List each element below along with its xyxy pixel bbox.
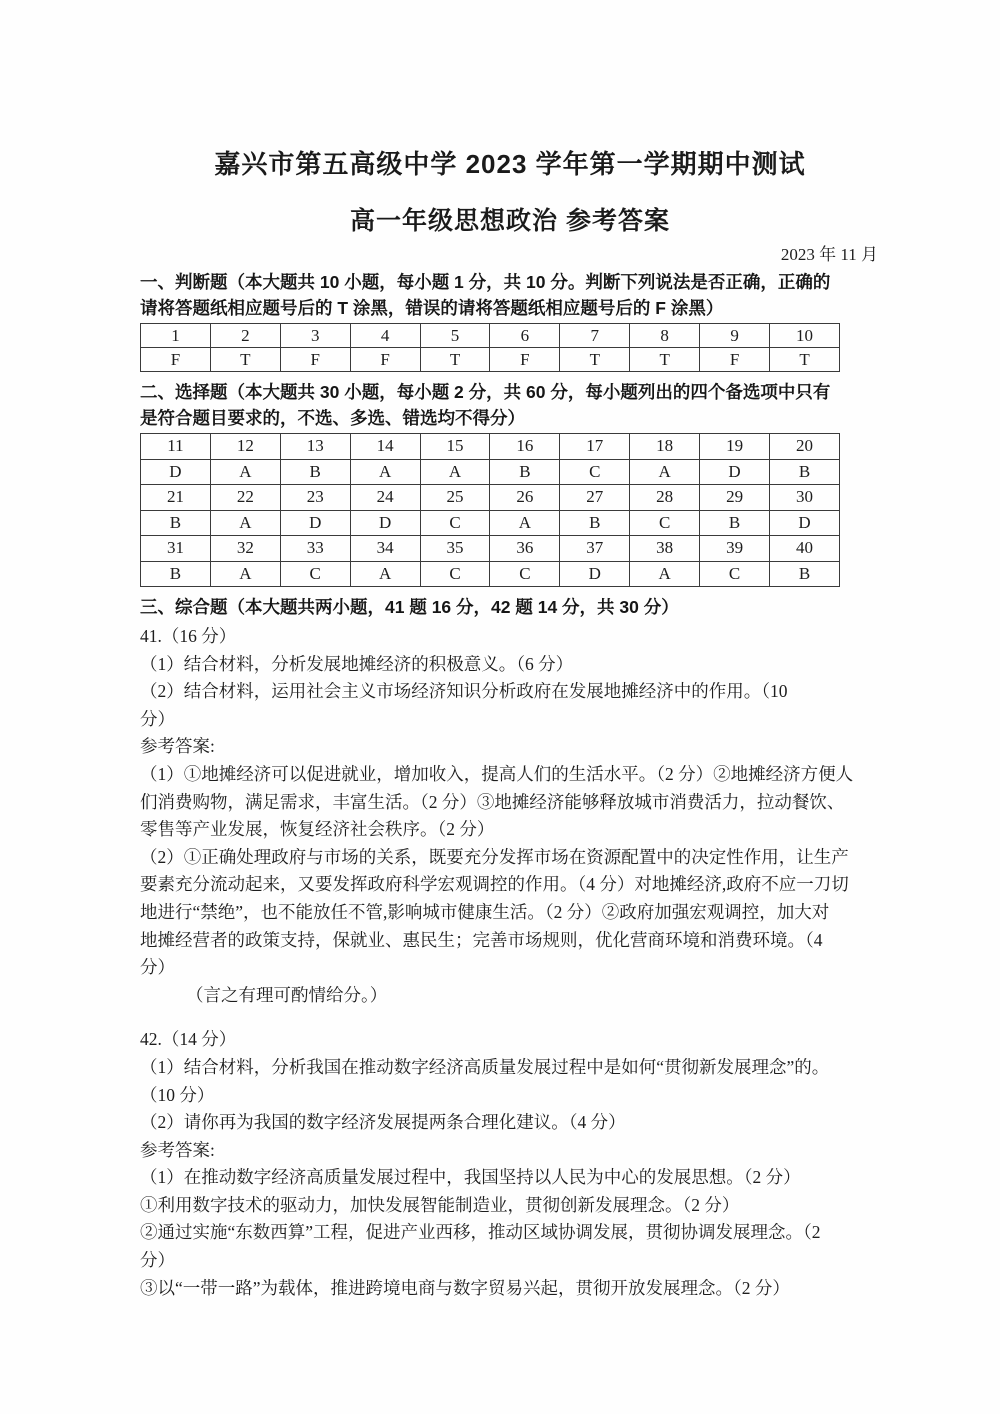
text-line: ②通过实施“东数西算”工程，促进产业西移，推动区域协调发展，贯彻协调发展理念。（2 bbox=[140, 1222, 821, 1243]
table-cell: D bbox=[141, 459, 211, 485]
table-cell: 24 bbox=[350, 485, 420, 511]
table-row bbox=[141, 510, 840, 536]
table-cell: B bbox=[141, 510, 211, 536]
table-cell: B bbox=[141, 561, 211, 587]
text-line: （2）请你再为我国的数字经济发展提两条合理化建议。（4 分） bbox=[140, 1112, 626, 1133]
table-cell: B bbox=[490, 459, 560, 485]
table-row bbox=[141, 485, 840, 511]
table-cell: C bbox=[560, 459, 630, 485]
table-row bbox=[141, 434, 840, 460]
judgment-answer-table bbox=[140, 323, 840, 372]
table-cell: 38 bbox=[630, 536, 700, 562]
table-cell: 1 bbox=[141, 324, 211, 348]
table-cell: 30 bbox=[770, 485, 840, 511]
text-line: 分） bbox=[140, 708, 175, 729]
table-row bbox=[141, 459, 840, 485]
text-line: （2）结合材料，运用社会主义市场经济知识分析政府在发展地摊经济中的作用。（10 bbox=[140, 681, 788, 702]
table-cell: B bbox=[700, 510, 770, 536]
text-line: （言之有理可酌情给分。） bbox=[186, 984, 388, 1005]
text-line: （2）①正确处理政府与市场的关系，既要充分发挥市场在资源配置中的决定性作用，让生产 bbox=[140, 846, 849, 867]
table-cell: A bbox=[210, 510, 280, 536]
table-cell: 18 bbox=[630, 434, 700, 460]
table-cell: 2 bbox=[210, 324, 280, 348]
text-line: 参考答案: bbox=[140, 736, 215, 757]
table-cell: D bbox=[560, 561, 630, 587]
table-cell: F bbox=[700, 348, 770, 372]
table-cell: B bbox=[770, 561, 840, 587]
exam-title: 嘉兴市第五高级中学 2023 学年第一学期期中测试 bbox=[214, 149, 806, 179]
section1-heading-line1: 一、判断题（本大题共 10 小题，每小题 1 分，共 10 分。判断下列说法是否正确，正确的 bbox=[140, 272, 831, 292]
table-cell: 27 bbox=[560, 485, 630, 511]
table-cell: 32 bbox=[210, 536, 280, 562]
table-cell: D bbox=[280, 510, 350, 536]
table-cell: T bbox=[420, 348, 490, 372]
section1-heading bbox=[140, 269, 880, 321]
table-cell: C bbox=[280, 561, 350, 587]
table-cell: 9 bbox=[700, 324, 770, 348]
table-cell: 28 bbox=[630, 485, 700, 511]
table-cell: F bbox=[280, 348, 350, 372]
text-line: （1）①地摊经济可以促进就业，增加收入，提高人们的生活水平。（2 分）②地摊经济方便人 bbox=[140, 763, 854, 784]
table-cell: D bbox=[770, 510, 840, 536]
table-cell: 12 bbox=[210, 434, 280, 460]
table-cell: C bbox=[490, 561, 560, 587]
table-cell: C bbox=[630, 510, 700, 536]
table-cell: 8 bbox=[630, 324, 700, 348]
table-row bbox=[141, 561, 840, 587]
table-cell: A bbox=[210, 459, 280, 485]
table-cell: T bbox=[210, 348, 280, 372]
text-line: 分） bbox=[140, 1250, 175, 1271]
table-cell: A bbox=[350, 561, 420, 587]
table-cell: B bbox=[280, 459, 350, 485]
table-cell: 16 bbox=[490, 434, 560, 460]
table-cell: 13 bbox=[280, 434, 350, 460]
table-cell: 20 bbox=[770, 434, 840, 460]
text-line: ①利用数字技术的驱动力，加快发展智能制造业，贯彻创新发展理念。（2 分） bbox=[140, 1194, 740, 1215]
table-row bbox=[141, 324, 840, 348]
table-cell: A bbox=[630, 459, 700, 485]
exam-subtitle: 高一年级思想政治 参考答案 bbox=[350, 207, 670, 235]
table-cell: D bbox=[700, 459, 770, 485]
table-cell: F bbox=[141, 348, 211, 372]
table-cell: 31 bbox=[141, 536, 211, 562]
question-41-block bbox=[140, 623, 880, 1009]
table-cell: 40 bbox=[770, 536, 840, 562]
section2-heading bbox=[140, 379, 880, 431]
table-cell: 26 bbox=[490, 485, 560, 511]
table-cell: T bbox=[770, 348, 840, 372]
table-cell: 21 bbox=[141, 485, 211, 511]
choice-answer-table bbox=[140, 433, 840, 587]
table-cell: F bbox=[350, 348, 420, 372]
table-cell: B bbox=[770, 459, 840, 485]
table-cell: 36 bbox=[490, 536, 560, 562]
table-cell: 25 bbox=[420, 485, 490, 511]
text-line: ③以“一带一路”为载体，推进跨境电商与数字贸易兴起，贯彻开放发展理念。（2 分） bbox=[140, 1277, 790, 1298]
table-cell: A bbox=[630, 561, 700, 587]
section1-heading-line2: 请将答题纸相应题号后的 T 涂黑，错误的请将答题纸相应题号后的 F 涂黑） bbox=[140, 298, 724, 318]
table-cell: 15 bbox=[420, 434, 490, 460]
table-cell: C bbox=[420, 510, 490, 536]
table-cell: 23 bbox=[280, 485, 350, 511]
text-line: 们消费购物，满足需求，丰富生活。（2 分）③地摊经济能够释放城市消费活力，拉动餐饮、 bbox=[140, 791, 845, 812]
table-cell: 5 bbox=[420, 324, 490, 348]
document-content bbox=[140, 0, 880, 1302]
table-cell: A bbox=[420, 459, 490, 485]
text-line: 零售等产业发展，恢复经济社会秩序。（2 分） bbox=[140, 819, 495, 840]
table-row bbox=[141, 536, 840, 562]
text-line: 地进行“禁绝”，也不能放任不管,影响城市健康生活。（2 分）②政府加强宏观调控，加大对 bbox=[140, 901, 830, 922]
table-cell: 33 bbox=[280, 536, 350, 562]
table-cell: B bbox=[560, 510, 630, 536]
text-line: （10 分） bbox=[140, 1084, 215, 1105]
table-cell: 14 bbox=[350, 434, 420, 460]
table-cell: 37 bbox=[560, 536, 630, 562]
table-cell: 6 bbox=[490, 324, 560, 348]
table-cell: A bbox=[490, 510, 560, 536]
table-cell: 11 bbox=[141, 434, 211, 460]
table-cell: 34 bbox=[350, 536, 420, 562]
text-line: 参考答案: bbox=[140, 1139, 215, 1160]
section2-heading-line2: 是符合题目要求的，不选、多选、错选均不得分） bbox=[140, 408, 525, 428]
exam-date: 2023 年 11 月 bbox=[780, 245, 878, 264]
question-42-block bbox=[140, 1026, 880, 1302]
table-cell: T bbox=[560, 348, 630, 372]
text-line: 41.（16 分） bbox=[140, 626, 237, 646]
text-line: （1）在推动数字经济高质量发展过程中，我国坚持以人民为中心的发展思想。（2 分） bbox=[140, 1167, 801, 1188]
text-line: 地摊经营者的政策支持，保就业、惠民生；完善市场规则，优化营商环境和消费环境。（4 bbox=[140, 929, 823, 950]
table-cell: 19 bbox=[700, 434, 770, 460]
table-cell: 35 bbox=[420, 536, 490, 562]
table-cell: 29 bbox=[700, 485, 770, 511]
text-line: 要素充分流动起来，又要发挥政府科学宏观调控的作用。（4 分）对地摊经济,政府不应一刀切 bbox=[140, 874, 849, 895]
text-line: 分） bbox=[140, 957, 175, 978]
table-cell: 3 bbox=[280, 324, 350, 348]
text-line: （1）结合材料，分析发展地摊经济的积极意义。（6 分） bbox=[140, 653, 574, 674]
table-cell: C bbox=[700, 561, 770, 587]
table-cell: 39 bbox=[700, 536, 770, 562]
text-line: （1）结合材料，分析我国在推动数字经济高质量发展过程中是如何“贯彻新发展理念”的。 bbox=[140, 1056, 830, 1077]
table-cell: 22 bbox=[210, 485, 280, 511]
table-cell: 4 bbox=[350, 324, 420, 348]
section3-heading: 三、综合题（本大题共两小题，41 题 16 分，42 题 14 分，共 30 分） bbox=[140, 597, 679, 617]
text-line: 42.（14 分） bbox=[140, 1029, 237, 1050]
table-cell: 17 bbox=[560, 434, 630, 460]
table-cell: T bbox=[630, 348, 700, 372]
table-cell: 10 bbox=[770, 324, 840, 348]
table-row bbox=[141, 348, 840, 372]
table-cell: A bbox=[350, 459, 420, 485]
table-cell: 7 bbox=[560, 324, 630, 348]
table-cell: F bbox=[490, 348, 560, 372]
table-cell: A bbox=[210, 561, 280, 587]
section2-heading-line1: 二、选择题（本大题共 30 小题，每小题 2 分，共 60 分，每小题列出的四个备选项中只有 bbox=[140, 382, 831, 402]
table-cell: C bbox=[420, 561, 490, 587]
table-cell: D bbox=[350, 510, 420, 536]
